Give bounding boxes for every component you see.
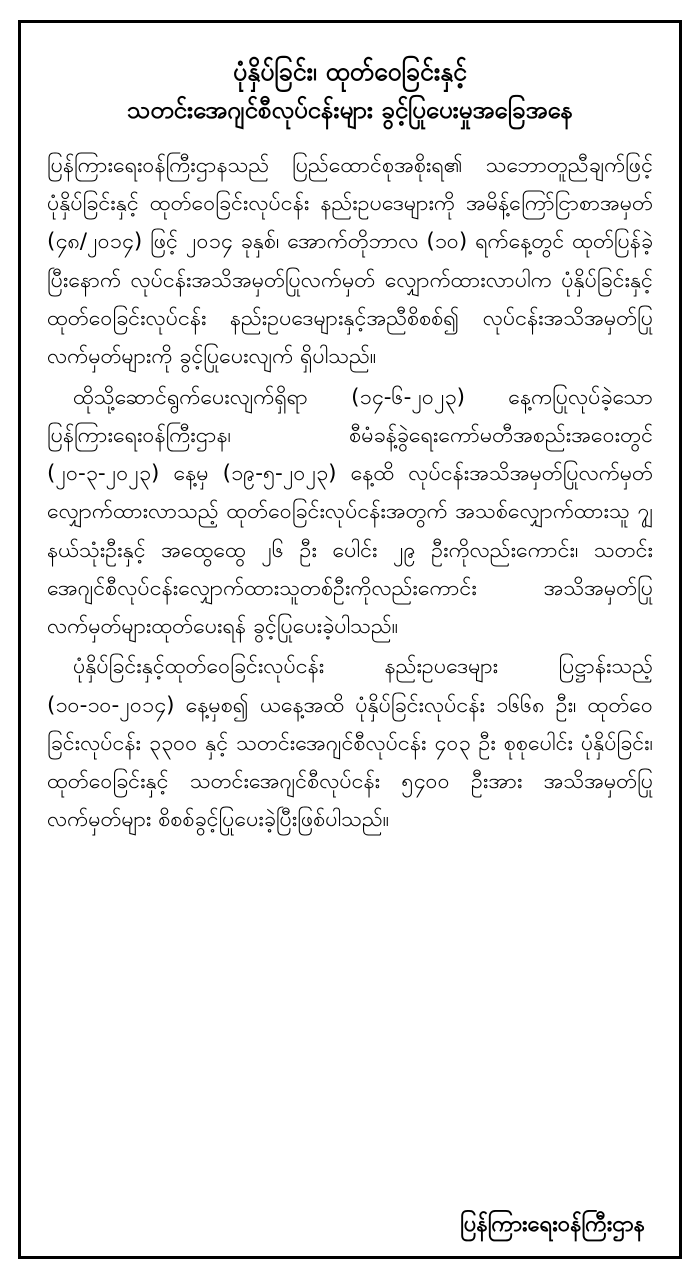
- paragraph-3: ပုံနှိပ်ခြင်းနှင့်ထုတ်ဝေခြင်းလုပ်ငန်း နည်းဥပဒေများ ပြဋ္ဌာန်းသည့် (၁၀-၁၀-၂၀၁၄) နေ့မှစ၍ ယနေ့အထိ ပုံနှိပ်ခြင်းလုပ်ငန်း ၁၆၆၈ ဦး၊ ထုတ်ဝေခြင်းလုပ်ငန်း ၃၃၀၀ နှင့် သတင်းအေဂျင်စီလုပ်ငန်း ၄၀၃ ဦး စုစုပေါင်း ပုံနှိပ်ခြင်း၊ ထုတ်ဝေခြင်းနှင့် သတင်းအေဂျင်စီလုပ်ငန်း ၅၄၀၀ ဦးအား အသိအမှတ်ပြု လက်မှတ်များ စိစစ်ခွင့်ပြုပေးခဲ့ပြီးဖြစ်ပါသည်။: [47, 654, 653, 833]
- body-text: [47, 147, 653, 1203]
- bordered-frame: [18, 20, 682, 1259]
- paragraph-2: ထိုသို့ဆောင်ရွက်ပေးလျက်ရှိရာ (၁၄-၆-၂၀၂၃) နေ့ကပြုလုပ်ခဲ့သော ပြန်ကြားရေးဝန်ကြီးဌာန၊ စီမံခန့်ခွဲရေးကော်မတီအစည်းအဝေးတွင် (၂၀-၃-၂၀၂၃) နေ့မှ (၁၉-၅-၂၀၂၃) နေ့ထိ လုပ်ငန်းအသိအမှတ်ပြုလက်မှတ် လျှောက်ထားလာသည့် ထုတ်ဝေခြင်းလုပ်ငန်းအတွက် အသစ်လျှောက်ထားသူ ၇ျနယ်သုံးဦးနှင့် အထွေထွေ ၂၆ ဦး ပေါင်း ၂၉ ဦးကိုလည်းကောင်း၊ သတင်းအေဂျင်စီလုပ်ငန်းလျှောက်ထားသူတစ်ဦးကိုလည်းကောင်း အသိအမှတ်ပြုလက်မှတ်များထုတ်ပေးရန် ခွင့်ပြုပေးခဲ့ပါသည်။: [47, 384, 653, 640]
- page-title: [47, 53, 653, 129]
- signature-ministry: ပြန်ကြားရေးဝန်ကြီးဌာန: [460, 1212, 645, 1237]
- title-line-1: ပုံနှိပ်ခြင်း၊ ထုတ်ဝေခြင်းနှင့်: [233, 57, 467, 86]
- paragraph-1: ပြန်ကြားရေးဝန်ကြီးဌာနသည် ပြည်ထောင်စုအစိုးရ၏ သဘောတူညီချက်ဖြင့် ပုံနှိပ်ခြင်းနှင့် ထုတ်ဝေခြင်းလုပ်ငန်း နည်းဥပဒေများကို အမိန့်ကြော်ငြာစာအမှတ် (၄၈/၂၀၁၄) ဖြင့် ၂၀၁၄ ခုနှစ်၊ အောက်တိုဘာလ (၁၀) ရက်နေ့တွင် ထုတ်ပြန်ခဲ့ပြီးနောက် လုပ်ငန်းအသိအမှတ်ပြုလက်မှတ် လျှောက်ထားလာပါက ပုံနှိပ်ခြင်းနှင့် ထုတ်ဝေခြင်းလုပ်ငန်း နည်းဥပဒေများနှင့်အညီစိစစ်၍ လုပ်ငန်းအသိအမှတ်ပြုလက်မှတ်များကို ခွင့်ပြုပေးလျက် ရှိပါသည်။: [47, 152, 653, 370]
- title-line-2: သတင်းအေဂျင်စီလုပ်ငန်းများ ခွင့်ပြုပေးမှုအခြေအနေ: [127, 95, 573, 124]
